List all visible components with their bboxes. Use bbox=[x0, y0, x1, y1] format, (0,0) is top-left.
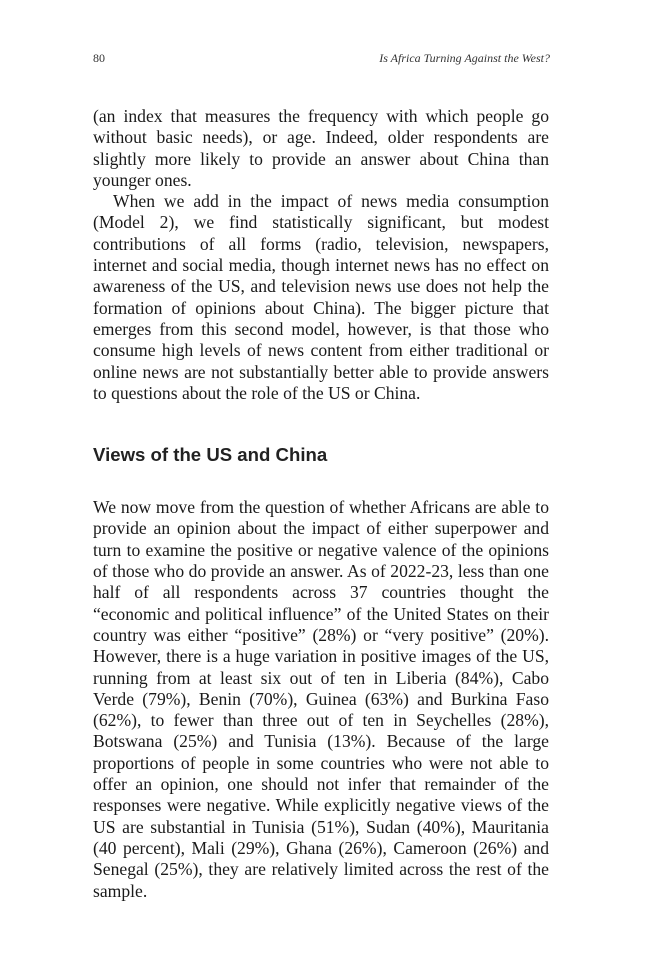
paragraph-news-media: When we add in the impact of news media consumption (Model 2), we find statistically significant, but modest contributions of all forms (radio, television, newspapers, internet and social media, though internet news has no effect on awareness of the US, and television news use does not help the formation of opinions about China). The bigger picture that emerges from this second model, however, is that those who consume high levels of news content from either traditional or online news are not substantially better able to provide answers to questions about the role of the US or China. bbox=[93, 191, 549, 403]
section-heading: Views of the US and China bbox=[93, 444, 328, 466]
paragraph-views: We now move from the question of whether Africans are able to provide an opinion about the impact of either superpower and turn to examine the positive or negative valence of the opinions of those who do provide an answer. As of 2022-23, less than one half of all respondents across 37 countries thought the “economic and political influence” of the United States on their country was either “positive” (28%) or “very positive” (20%). However, there is a huge variation in positive images of the US, running from at least six out of ten in Liberia (84%), Cabo Verde (79%), Benin (70%), Guinea (63%) and Burkina Faso (62%), to fewer than three out of ten in Seychelles (28%), Botswana (25%) and Tunisia (13%). Because of the large proportions of people in some countries who were not able to offer an opinion, one should not infer that remainder of the responses were negative. While explicitly negative views of the US are substantial in Tunisia (51%), Sudan (40%), Mauritania (40 percent), Mali (29%), Ghana (26%), Cameroon (26%) and Senegal (25%), they are relatively limited across the rest of the sample. bbox=[93, 497, 549, 901]
running-title: Is Africa Turning Against the West? bbox=[379, 51, 550, 65]
paragraph-continued: (an index that measures the frequency with which people go without basic needs), or age. Indeed, older respondents are slightly more likely to provide an answer about China than younger ones. bbox=[93, 106, 549, 190]
body-text bbox=[93, 106, 549, 902]
page-number: 80 bbox=[93, 51, 105, 65]
